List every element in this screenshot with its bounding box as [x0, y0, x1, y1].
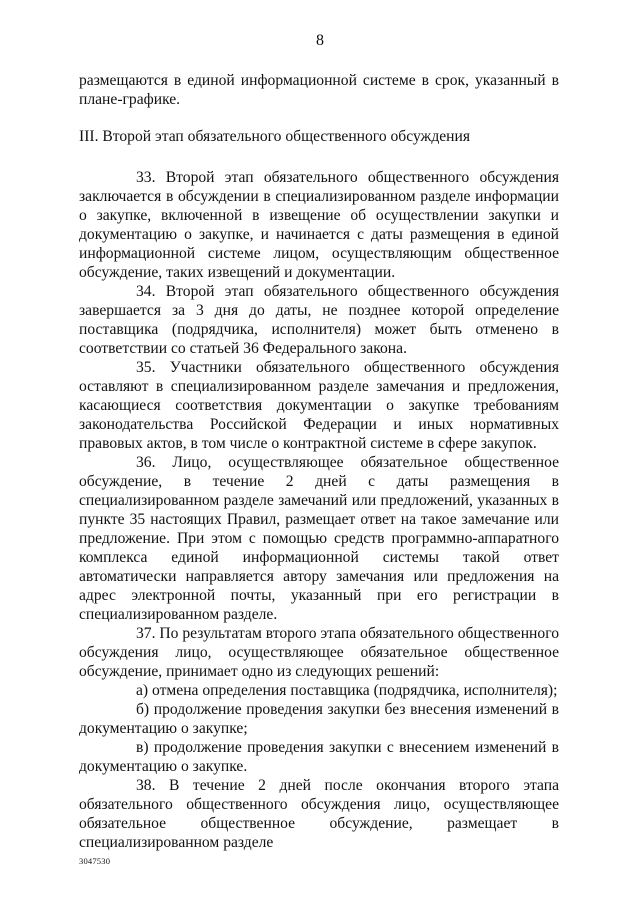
section-heading: III. Второй этап обязательного общественного обсуждения: [79, 128, 471, 145]
paragraph-37: 37. По результатам второго этапа обязательного общественного обсуждения лицо, осуществляющее обязательное общественное обсуждение, принимает одно из следующих решений:: [79, 625, 559, 680]
list-item-b: б) продолжение проведения закупки без внесения изменений в документацию о закупке;: [79, 701, 559, 737]
paragraph-34: 34. Второй этап обязательного общественного обсуждения завершается за 3 дня до даты, не позднее которой определение поставщика (подрядчика, исполнителя) может быть отменено в соответствии со статьей 36 Федерального закона.: [79, 283, 559, 357]
paragraph-33: 33. Второй этап обязательного общественного обсуждения заключается в обсуждении в специализированном разделе информации о закупке, включенной в извещение об осуществлении закупки и документацию о закупке, и начинается с даты размещения в единой информационной системе лицом, осуществляющим общественное обсуждение, таких извещений и документации.: [79, 169, 559, 281]
list-item-v: в) продолжение проведения закупки с внесением изменений в документацию о закупке.: [79, 739, 559, 775]
page-number: 8: [316, 32, 324, 49]
document-body: [79, 71, 559, 852]
paragraph-38: 38. В течение 2 дней после окончания второго этапа обязательного общественного обсуждения лицо, осуществляющее обязательное общественное обсуждение, размещает в специализированном разделе: [79, 777, 559, 851]
intro-text: размещаются в единой информационной системе в срок, указанный в плане-графике.: [79, 72, 559, 108]
paragraph-36: 36. Лицо, осуществляющее обязательное общественное обсуждение, в течение 2 дней с даты размещения в специализированном разделе замечаний или предложений, указанных в пункте 35 настоящих Правил, размещает ответ на такое замечание или предложение. При этом с помощью средств программно-аппаратного комплекса единой информационной системы такой ответ автоматически направляется автору замечания или предложения на адрес электронной почты, указанный при его регистрации в специализированном разделе.: [79, 454, 559, 623]
document-id: 3047530: [79, 856, 111, 866]
list-item-a: а) отмена определения поставщика (подрядчика, исполнителя);: [136, 682, 558, 699]
paragraph-35: 35. Участники обязательного общественного обсуждения оставляют в специализированном разделе замечания и предложения, касающиеся соответствия документации о закупке требованиям законодательства Российской Федерации и иных нормативных правовых актов, в том числе о контрактной системе в сфере закупок.: [79, 359, 559, 452]
